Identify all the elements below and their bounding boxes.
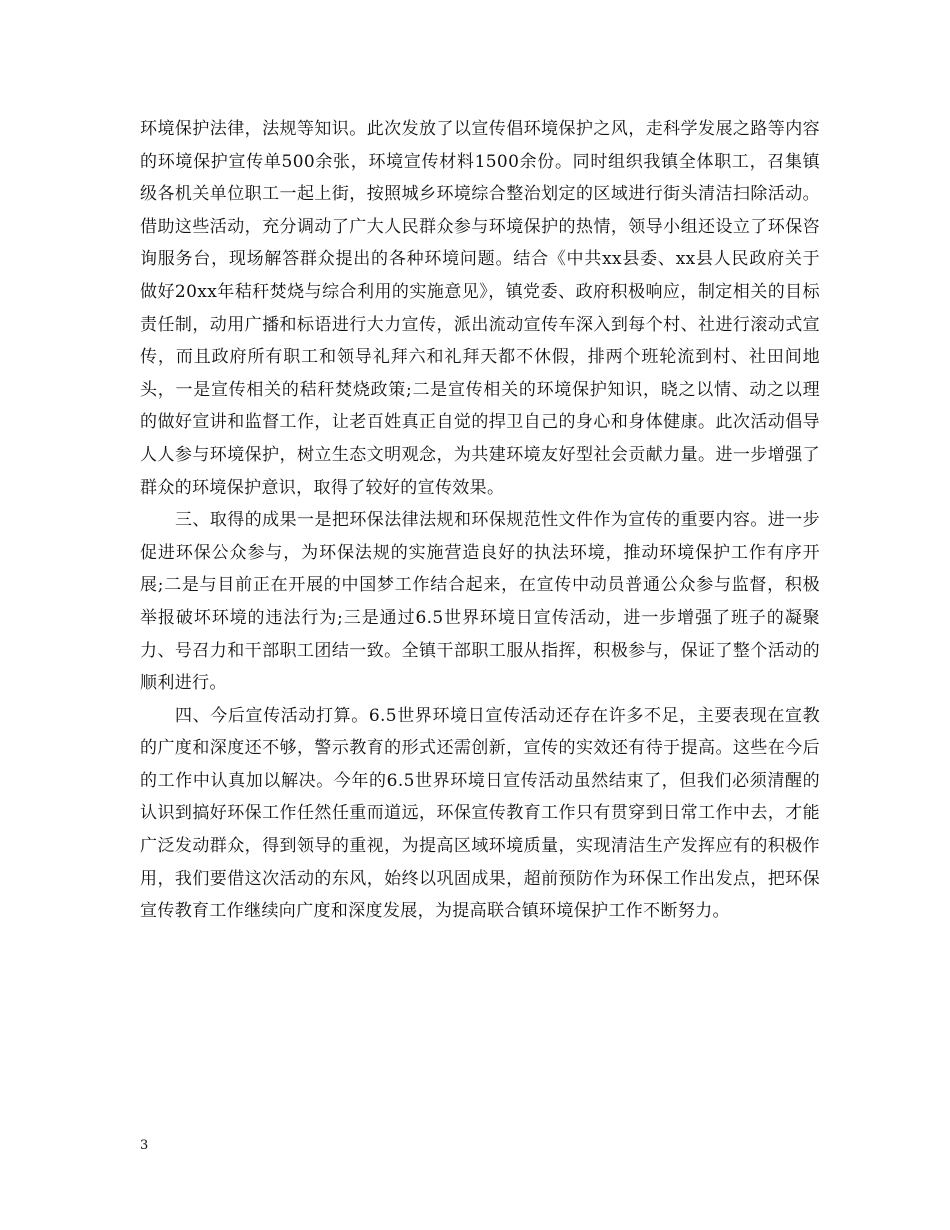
document-body — [140, 113, 820, 928]
paragraph-continued: 环境保护法律，法规等知识。此次发放了以宣传倡环境保护之风，走科学发展之路等内容的环境保护宣传单500余张，环境宣传材料1500余份。同时组织我镇全体职工，召集镇级各机关单位职工一起上街，按照城乡环境综合整治划定的区域进行街头清洁扫除活动。借助这些活动，充分调动了广大人民群众参与环境保护的热情，领导小组还设立了环保咨询服务台，现场解答群众提出的各种环境问题。结合《中共xx县委、xx县人民政府关于做好20xx年秸秆焚烧与综合利用的实施意见》，镇党委、政府积极响应，制定相关的目标责任制，动用广播和标语进行大力宣传，派出流动宣传车深入到每个村、社进行滚动式宣传，而且政府所有职工和领导礼拜六和礼拜天都不休假，排两个班轮流到村、社田间地头，一是宣传相关的秸秆焚烧政策;二是宣传相关的环境保护知识，晓之以情、动之以理的做好宣讲和监督工作，让老百姓真正自觉的捍卫自己的身心和身体健康。此次活动倡导人人参与环境保护，树立生态文明观念，为共建环境友好型社会贡献力量。进一步增强了群众的环境保护意识，取得了较好的宣传效果。 — [140, 119, 820, 498]
paragraph-achievements: 三、取得的成果一是把环保法律法规和环保规范性文件作为宣传的重要内容。进一步促进环保公众参与，为环保法规的实施营造良好的执法环境，推动环境保护工作有序开展;二是与目前正在开展的中国梦工作结合起来，在宣传中动员普通公众参与监督，积极举报破坏环境的违法行为;三是通过6.5世界环境日宣传活动，进一步增强了班子的凝聚力、号召力和干部职工团结一致。全镇干部职工服从指挥，积极参与，保证了整个活动的顺利进行。 — [140, 510, 820, 694]
paragraph-future-plans: 四、今后宣传活动打算。6.5世界环境日宣传活动还存在许多不足，主要表现在宣教的广度和深度还不够，警示教育的形式还需创新，宣传的实效还有待于提高。这些在今后的工作中认真加以解决。今年的6.5世界环境日宣传活动虽然结束了，但我们必须清醒的认识到搞好环保工作任然任重而道远，环保宣传教育工作只有贯穿到日常工作中去，才能广泛发动群众，得到领导的重视，为提高区域环境质量，实现清洁生产发挥应有的积极作用，我们要借这次活动的东风，始终以巩固成果，超前预防作为环保工作出发点，把环保宣传教育工作继续向广度和深度发展，为提高联合镇环境保护工作不断努力。 — [140, 705, 820, 922]
page-number: 3 — [140, 1138, 149, 1153]
